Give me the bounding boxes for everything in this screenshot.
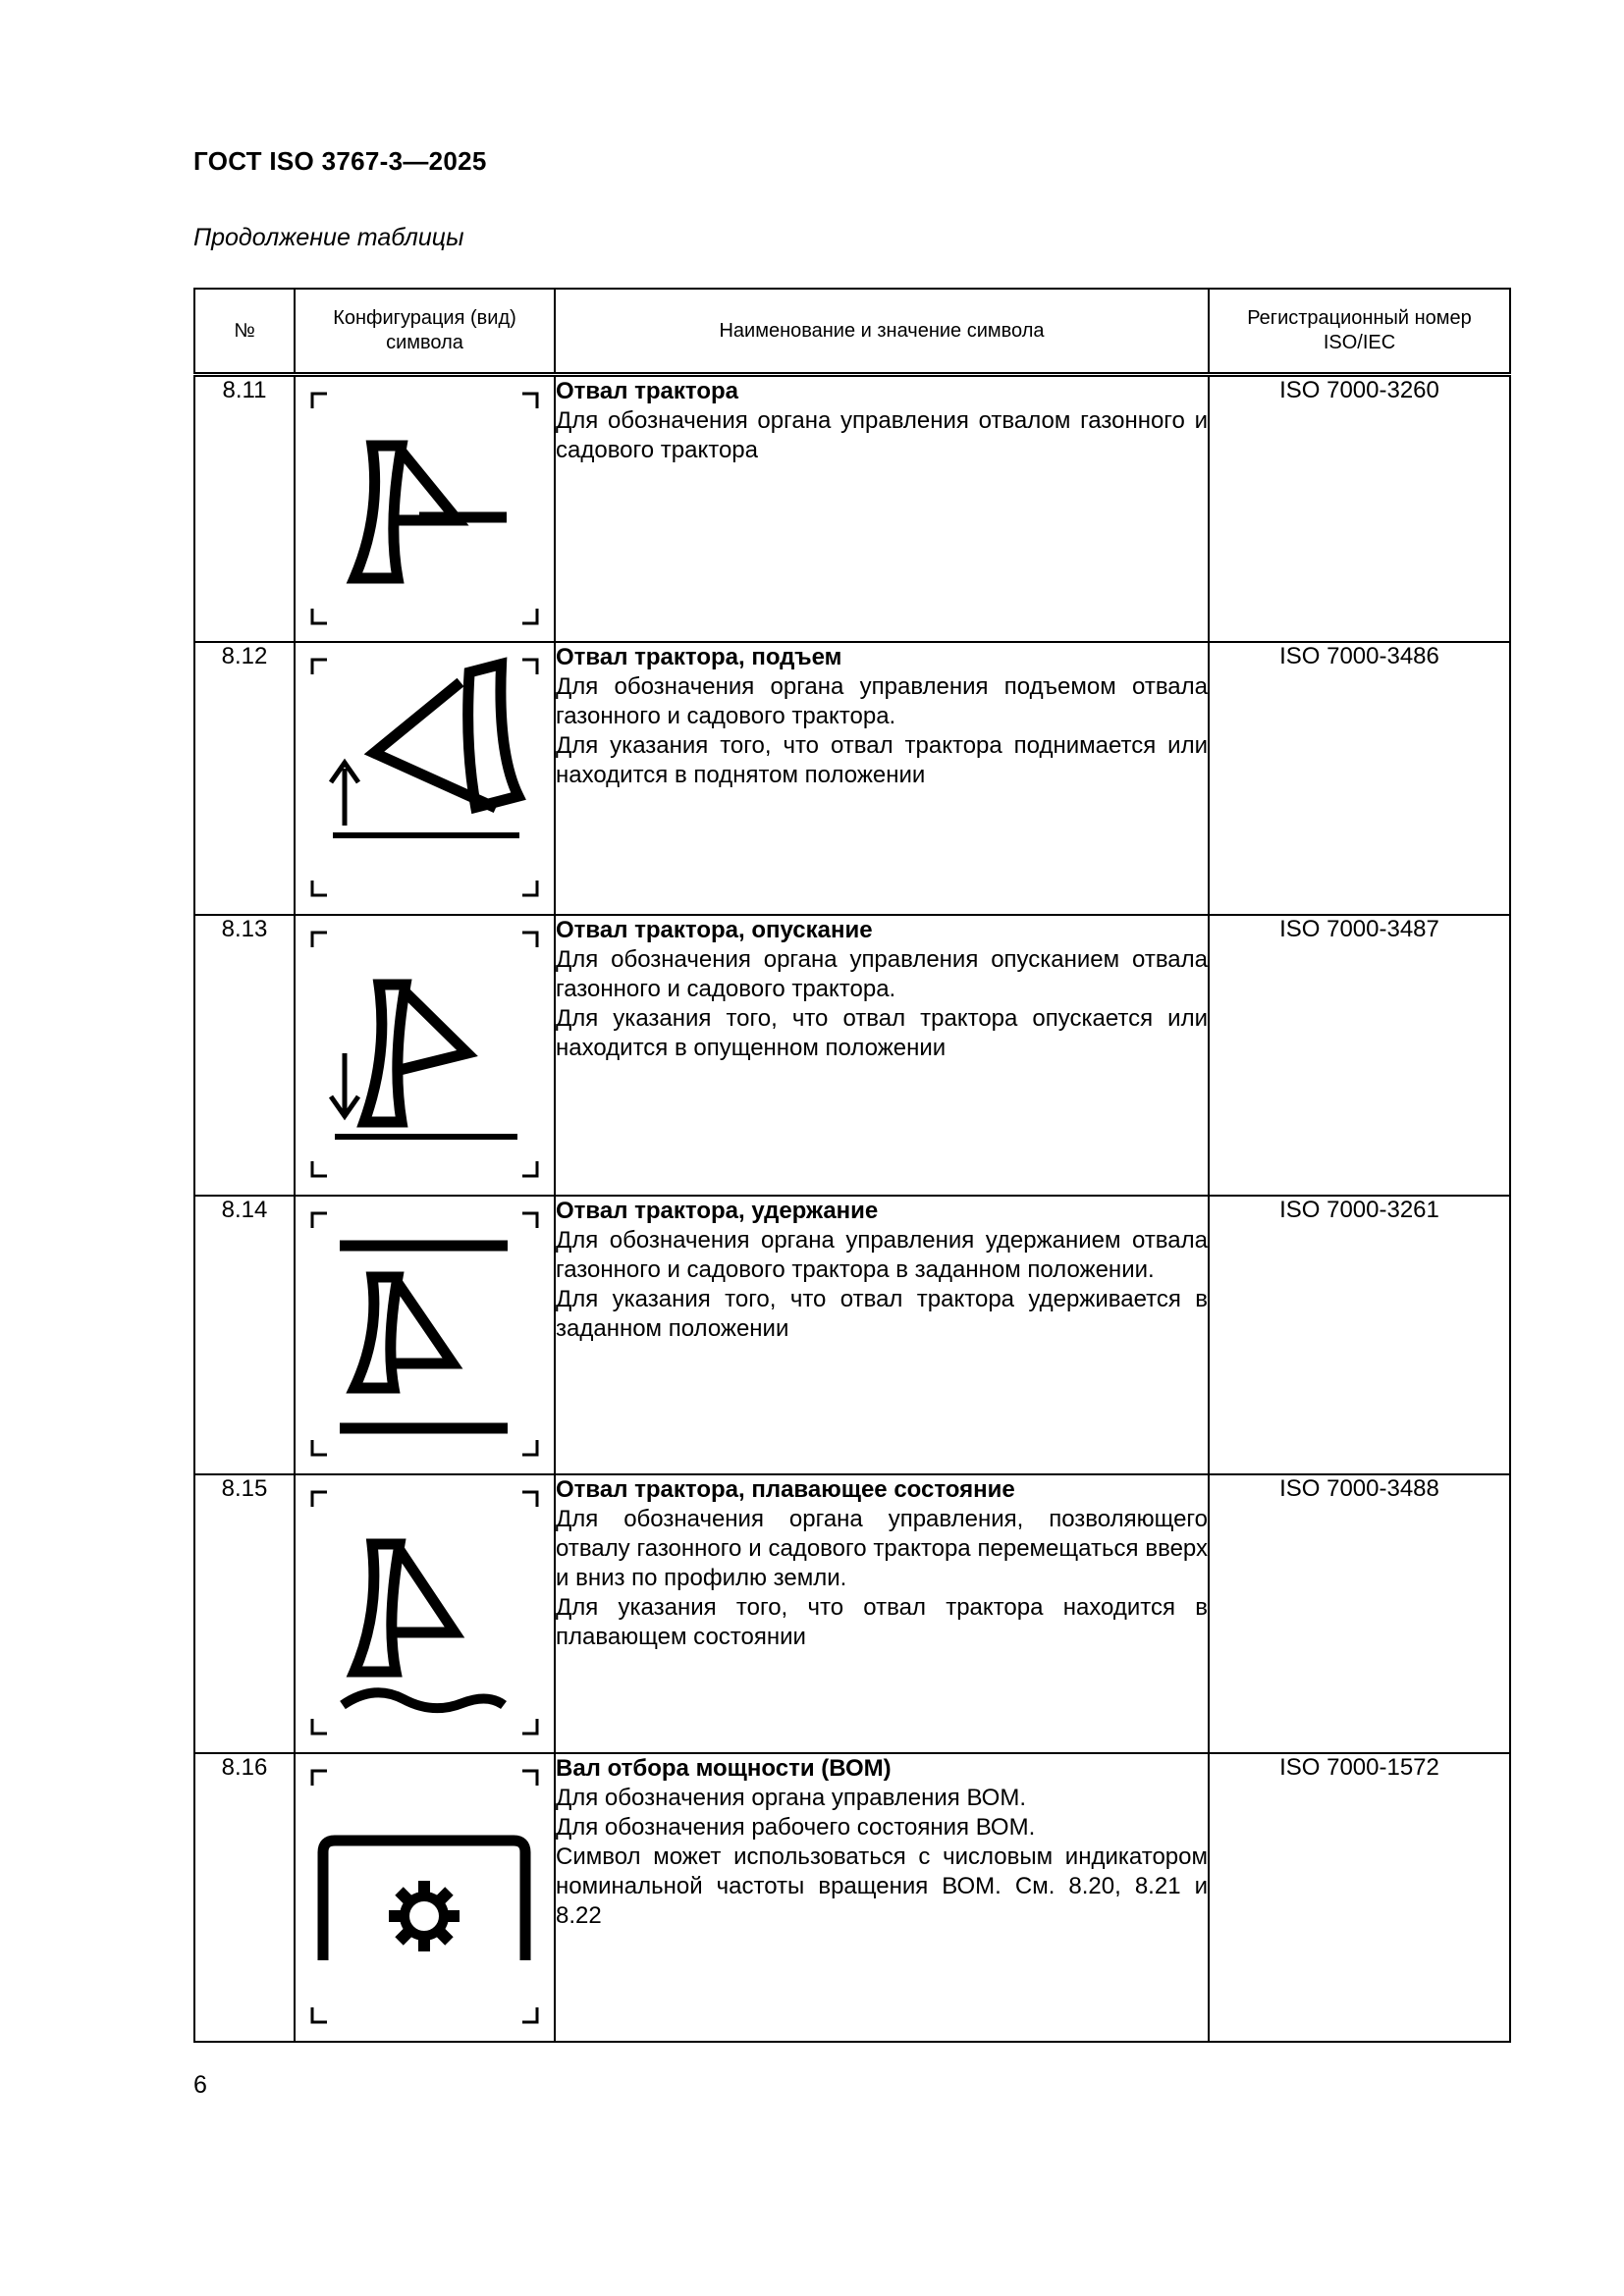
- tractor-blade-raise-icon: [295, 642, 555, 915]
- registration-number: ISO 7000-3260: [1209, 375, 1510, 642]
- row-number: 8.11: [194, 375, 295, 642]
- registration-number: ISO 7000-3261: [1209, 1196, 1510, 1474]
- symbol-title: Вал отбора мощности (ВОМ): [556, 1754, 892, 1782]
- symbol-description: [555, 915, 1209, 1196]
- document-header: ГОСТ ISO 3767-3—2025: [193, 146, 487, 176]
- symbol-meaning-text: Для указания того, что отвал трактора находится в плавающем состоянии: [556, 1593, 1208, 1650]
- symbol-meaning-text: Для указания того, что отвал трактора удерживается в заданном положении: [556, 1285, 1208, 1342]
- registration-number: ISO 7000-3487: [1209, 915, 1510, 1196]
- symbol-description: [555, 1753, 1209, 2042]
- row-number: 8.16: [194, 1753, 295, 2042]
- page-number: 6: [193, 2071, 207, 2099]
- symbol-meaning-text: Для указания того, что отвал трактора опускается или находится в опущенном положении: [556, 1004, 1208, 1061]
- column-header-symbol: Конфигурация (вид) символа: [295, 289, 555, 375]
- table-row: [194, 915, 1510, 1196]
- symbol-description: [555, 642, 1209, 915]
- tractor-blade-lower-icon: [295, 915, 555, 1196]
- registration-number: ISO 7000-1572: [1209, 1753, 1510, 2042]
- symbol-title: Отвал трактора, подъем: [556, 643, 842, 670]
- table-continuation-label: Продолжение таблицы: [193, 224, 464, 251]
- tractor-blade-hold-icon: [295, 1196, 555, 1474]
- table-row: [194, 642, 1510, 915]
- registration-number: ISO 7000-3486: [1209, 642, 1510, 915]
- row-number: 8.12: [194, 642, 295, 915]
- row-number: 8.15: [194, 1474, 295, 1753]
- symbol-meaning-text: Для обозначения органа управления отвалом газонного и садового трактора: [556, 407, 1208, 463]
- row-number: 8.13: [194, 915, 295, 1196]
- tractor-blade-float-icon: [295, 1474, 555, 1753]
- table-row: [194, 1753, 1510, 2042]
- pto-shaft-icon: [295, 1753, 555, 2042]
- symbol-meaning-text: Для обозначения органа управления ВОМ.: [556, 1784, 1026, 1811]
- registration-number: ISO 7000-3488: [1209, 1474, 1510, 1753]
- symbol-description: [555, 1196, 1209, 1474]
- symbol-meaning-text: Для обозначения органа управления подъемом отвала газонного и садового трактора.: [556, 672, 1208, 729]
- symbol-meaning-text: Для обозначения органа управления опусканием отвала газонного и садового трактора.: [556, 945, 1208, 1002]
- symbol-meaning-text: Символ может использоваться с числовым индикатором номинальной частоты вращения ВОМ. См. 8.20, 8.21 и 8.22: [556, 1842, 1208, 1929]
- column-header-name: Наименование и значение символа: [555, 289, 1209, 375]
- symbols-table: [193, 288, 1511, 2043]
- symbol-meaning-text: Для обозначения рабочего состояния ВОМ.: [556, 1813, 1036, 1841]
- tractor-blade-icon: [295, 375, 555, 642]
- row-number: 8.14: [194, 1196, 295, 1474]
- symbol-meaning-text: Для указания того, что отвал трактора поднимается или находится в поднятом положении: [556, 731, 1208, 788]
- table-row: [194, 1196, 1510, 1474]
- symbol-title: Отвал трактора: [556, 378, 738, 404]
- column-header-reg: Регистрационный номер ISO/IEC: [1209, 289, 1510, 375]
- table-row: [194, 375, 1510, 642]
- symbol-meaning-text: Для обозначения органа управления удержанием отвала газонного и садового трактора в заданном положении.: [556, 1226, 1208, 1283]
- symbol-title: Отвал трактора, опускание: [556, 916, 873, 943]
- symbol-description: [555, 375, 1209, 642]
- table-header-row: [194, 289, 1510, 375]
- column-header-number: №: [194, 289, 295, 375]
- symbol-description: [555, 1474, 1209, 1753]
- symbol-title: Отвал трактора, плавающее состояние: [556, 1475, 1015, 1503]
- table-row: [194, 1474, 1510, 1753]
- symbol-title: Отвал трактора, удержание: [556, 1197, 879, 1224]
- symbol-meaning-text: Для обозначения органа управления, позволяющего отвалу газонного и садового трактора перемещаться вверх и вниз по профилю земли.: [556, 1505, 1208, 1591]
